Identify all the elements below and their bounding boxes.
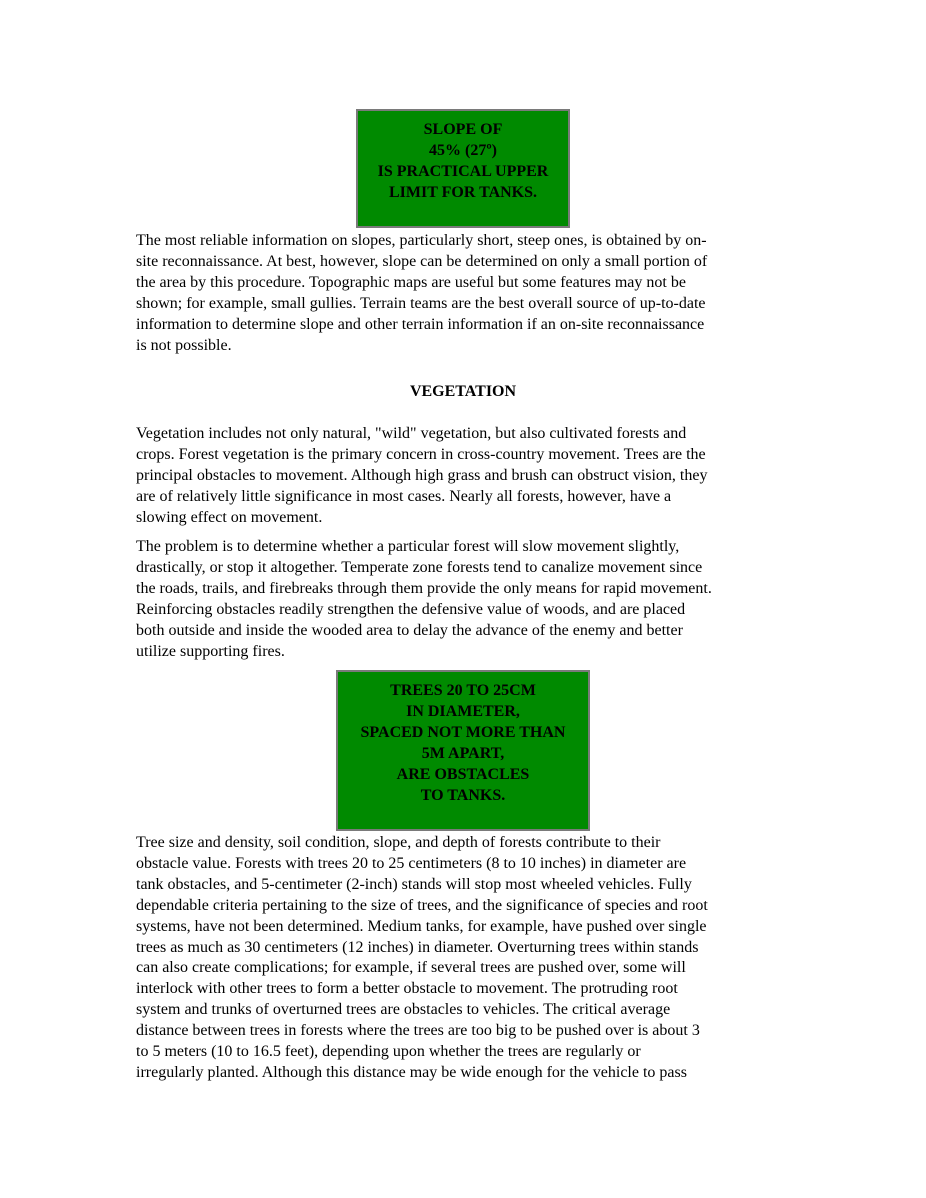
text-line: can also create complications; for example, if several trees are pushed over, some will: [136, 959, 686, 977]
text-line: obstacle value. Forests with trees 20 to 25 centimeters (8 to 10 inches) in diameter are: [136, 854, 687, 872]
vegetation-paragraph: [136, 424, 796, 529]
text-line: dependable criteria pertaining to the size of trees, and the significance of species and root: [136, 896, 708, 914]
callout-line: LIMIT FOR TANKS.: [388, 184, 538, 201]
text-line: Vegetation includes not only natural, "wild" vegetation, but also cultivated forests and: [136, 425, 687, 442]
callout-line: SPACED NOT MORE THAN: [360, 724, 566, 741]
section-heading: VEGETATION: [409, 383, 517, 400]
text-line: to 5 meters (10 to 16.5 feet), depending upon whether the trees are regularly or: [136, 1043, 641, 1061]
slope-callout-box: [356, 109, 570, 228]
text-line: trees as much as 30 centimeters (12 inches) in diameter. Overturning trees within stands: [136, 938, 699, 956]
text-line: Reinforcing obstacles readily strengthen the defensive value of woods, and are placed: [136, 600, 686, 618]
text-line: the area by this procedure. Topographic maps are useful but some features may not be: [136, 273, 686, 291]
text-line: interlock with other trees to form a better obstacle to movement. The protruding root: [136, 980, 678, 998]
callout-line: 45% (27º): [429, 142, 497, 159]
callout-line: ARE OBSTACLES: [396, 766, 530, 783]
text-line: principal obstacles to movement. Although high grass and brush can obstruct vision, they: [136, 466, 708, 484]
text-line: distance between trees in forests where the trees are too big to be pushed over is about 3: [136, 1022, 700, 1040]
callout-line: TREES 20 TO 25CM: [390, 682, 536, 699]
text-line: The problem is to determine whether a particular forest will slow movement slightly,: [136, 538, 680, 555]
forest-problem-paragraph: [136, 537, 796, 662]
text-line: crops. Forest vegetation is the primary concern in cross-country movement. Trees are the: [136, 445, 706, 463]
text-line: shown; for example, small gullies. Terrain teams are the best overall source of up-to-date: [136, 294, 706, 312]
text-line: tank obstacles, and 5-centimeter (2-inch) stands will stop most wheeled vehicles. Fully: [136, 875, 692, 893]
text-line: the roads, trails, and firebreaks through them provide the only means for rapid movement.: [136, 579, 712, 597]
text-line: system and trunks of overturned trees are obstacles to vehicles. The critical average: [136, 1001, 671, 1019]
text-line: drastically, or stop it altogether. Temperate zone forests tend to canalize movement since: [136, 558, 703, 576]
text-line: is not possible.: [136, 336, 232, 354]
text-line: systems, have not been determined. Medium tanks, for example, have pushed over single: [136, 917, 707, 935]
text-line: Tree size and density, soil condition, slope, and depth of forests contribute to their: [136, 834, 661, 851]
trees-callout-box: [336, 670, 590, 831]
text-line: site reconnaissance. At best, however, slope can be determined on only a small portion of: [136, 252, 708, 270]
callout-line: TO TANKS.: [420, 787, 506, 804]
text-line: irregularly planted. Although this distance may be wide enough for the vehicle to pass: [136, 1063, 687, 1081]
text-line: both outside and inside the wooded area to delay the advance of the enemy and better: [136, 621, 683, 639]
callout-line: IS PRACTICAL UPPER: [377, 163, 549, 180]
callout-line: 5M APART,: [421, 745, 505, 762]
callout-line: SLOPE OF: [423, 121, 503, 138]
text-line: are of relatively little significance in most cases. Nearly all forests, however, have a: [136, 487, 672, 505]
text-line: information to determine slope and other terrain information if an on-site reconnaissance: [136, 315, 705, 333]
text-line: The most reliable information on slopes, particularly short, steep ones, is obtained by on-: [136, 232, 707, 249]
text-line: slowing effect on movement.: [136, 508, 323, 526]
callout-line: IN DIAMETER,: [406, 703, 520, 720]
text-line: utilize supporting fires.: [136, 642, 285, 660]
tree-size-paragraph: [136, 833, 796, 1084]
slope-paragraph: [136, 231, 796, 356]
